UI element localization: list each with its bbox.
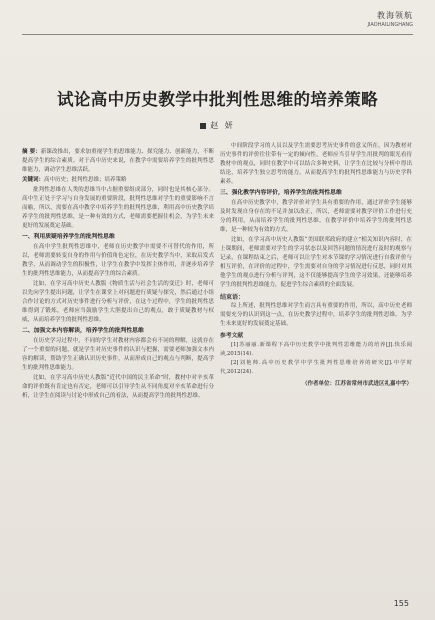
author-name: 赵 妍 <box>210 121 235 130</box>
section-1-heading: 一、利用质疑培养学生的批判性思维 <box>22 234 115 240</box>
keywords <box>22 176 214 185</box>
journal-name-cn: 教海领航 <box>377 11 413 20</box>
author-affiliation: （作者单位：江苏省常州市武进区礼嘉中学） <box>301 381 412 387</box>
keywords-label: 关键词： <box>22 177 45 183</box>
abstract-label: 摘 要： <box>22 149 41 155</box>
section-2-heading: 二、加强文本内容解读，培养学生的批判性思维 <box>22 328 144 334</box>
continued-paragraph: 中间阶段学习的人员以及学生需要思考历史事件的意义所在，因为教材对历史事件的评价往往带有一定的倾向性，老师应当引导学生用批判的眼光看待教材中的观点，同时在教学中可以结合多种史料，让学生在比较与分析中得出结论，培养学生独立思考的能力，从而提高学生的批判性思维能力与历史学科素养。 <box>220 143 412 185</box>
section-2-paragraph: 比如，在学习高中历史人教版“近代中国的民主革命”时，教材中对辛亥革命的评价既有肯定也有否定，老师可以引导学生从不同角度对辛亥革命进行分析，让学生在阅读与讨论中形成自己的看法，从而提高学生的批判性思维。 <box>22 375 214 399</box>
journal-header <box>367 10 413 28</box>
conclusion-text: 综上所述，批判性思维对学生而言具有重要的作用，所以，高中历史老师需要充分的认识到这一点，在历史教学过程中，培养学生的批判性思维，为学生未来更好的发展奠定基础。 <box>220 303 412 327</box>
conclusion-heading: 结束语： <box>220 294 245 301</box>
page-number: 155 <box>393 599 409 608</box>
right-column <box>220 142 412 389</box>
header-rule <box>22 34 413 35</box>
article-title: 试论高中历史教学中批判性思维的培养策略 <box>56 90 379 109</box>
section-1-paragraph: 在高中学生批判性思维中，老师在历史教学中需要不可替代的作用，所以，老师需要转变自身的作用与价值角色定位，在历史教学当中，采取启发式教学，从而调动学生的积极性，让学生在教学中发挥主体作用，并逐步培养学生的批判性思维能力，从而提高学生的综合素质。 <box>22 244 214 277</box>
left-column <box>22 148 214 402</box>
section-1-paragraph: 比如，在学习高中历史人教版《物质生活与社会生活的变迁》时，老师可以先向学生提出问题，让学生在课堂上对问题进行质疑与探究，然后通过小组合作讨论的方式对历史事件进行分析与评价，在这个过程中，学生的批判性思维得到了锻炼，老师应当鼓励学生大胆提出自己的观点，敢于质疑教材与权威，从而培养学生的批判性思维。 <box>22 281 214 323</box>
section-3-heading: 三、强化教学内容评价，培养学生的批判性思维 <box>220 190 342 196</box>
author-square-icon <box>200 123 206 129</box>
reference-item: [1]苏丽丽.新课程下高中历史教学中批判性思维能力的培养[J].快乐阅读,2015(14). <box>220 342 412 357</box>
journal-name-en: JIAOHAILINGHANG <box>367 22 413 28</box>
abstract <box>22 148 214 175</box>
intro-paragraph: 批判性思维在人类的思维当中占据重要组成部分，同时也是其核心部分。高中生正处于学习与自身发展的重要阶段，批判性思维对学生的重要影响不言而喻，所以，需要在高中教学中培养学生的批判性思维，利用高中历史教学培养学生的批判性思维，是一种有效的方式，老师需要把握住机会，为学生未来更好的发展奠定基础。 <box>22 187 214 229</box>
section-2-paragraph: 在历史学习过程中，不同的学生对教材内容都会有不同的理解，这就存在了一个重要的问题，就是学生对历史事件的认识与把握，需要老师加强文本内容的解读，帮助学生正确认识历史事件，从而形成自己的观点与判断，提高学生的批判性思维能力。 <box>22 338 214 371</box>
abstract-text: 新课改推出，要求加重视学生的思维能力、探究能力、创新能力，不断提高学生的综合素质。对于高中历史来说，在教学中需要培养学生的批判性思维能力，调动学生思维活跃。 <box>22 149 214 173</box>
references-heading: 参考文献 <box>220 333 244 339</box>
reference-item: [2]刘艳帅.高中历史教学中学生批判性思维培养的研究[J].中学时代,2012(24). <box>220 360 412 375</box>
section-3-paragraph: 在高中历史教学中，教学评价对学生具有重要的作用，通过评价学生能够及时发现自身存在的不足并加以改正，所以，老师需要对教学评价工作进行充分的利用，从而培养学生的批判性思维。在教学评价中培养学生的批判性思维，是一种较为有效的方式。 <box>220 200 412 233</box>
keywords-text: 高中历史；批判性思维；培养策略 <box>44 177 127 183</box>
author-line <box>0 120 435 131</box>
section-3-paragraph: 比如，在学习高中历史人教版“美国联邦政府的建立”相关知识内容时，在上课期间，老师需要对学生的学习状态以及回答问题的情况进行及时的观察与记录，在课程结束之后，老师可以让学生对本节课的学习情况进行自我评价与相互评价，在评价的过程中，学生需要对自身的学习情况进行反思，同时对其他学生的观点进行分析与评判，这不仅能够提高学生的学习效果，还能够培养学生的批判性思维能力，促进学生综合素质的全面发展。 <box>220 237 412 288</box>
